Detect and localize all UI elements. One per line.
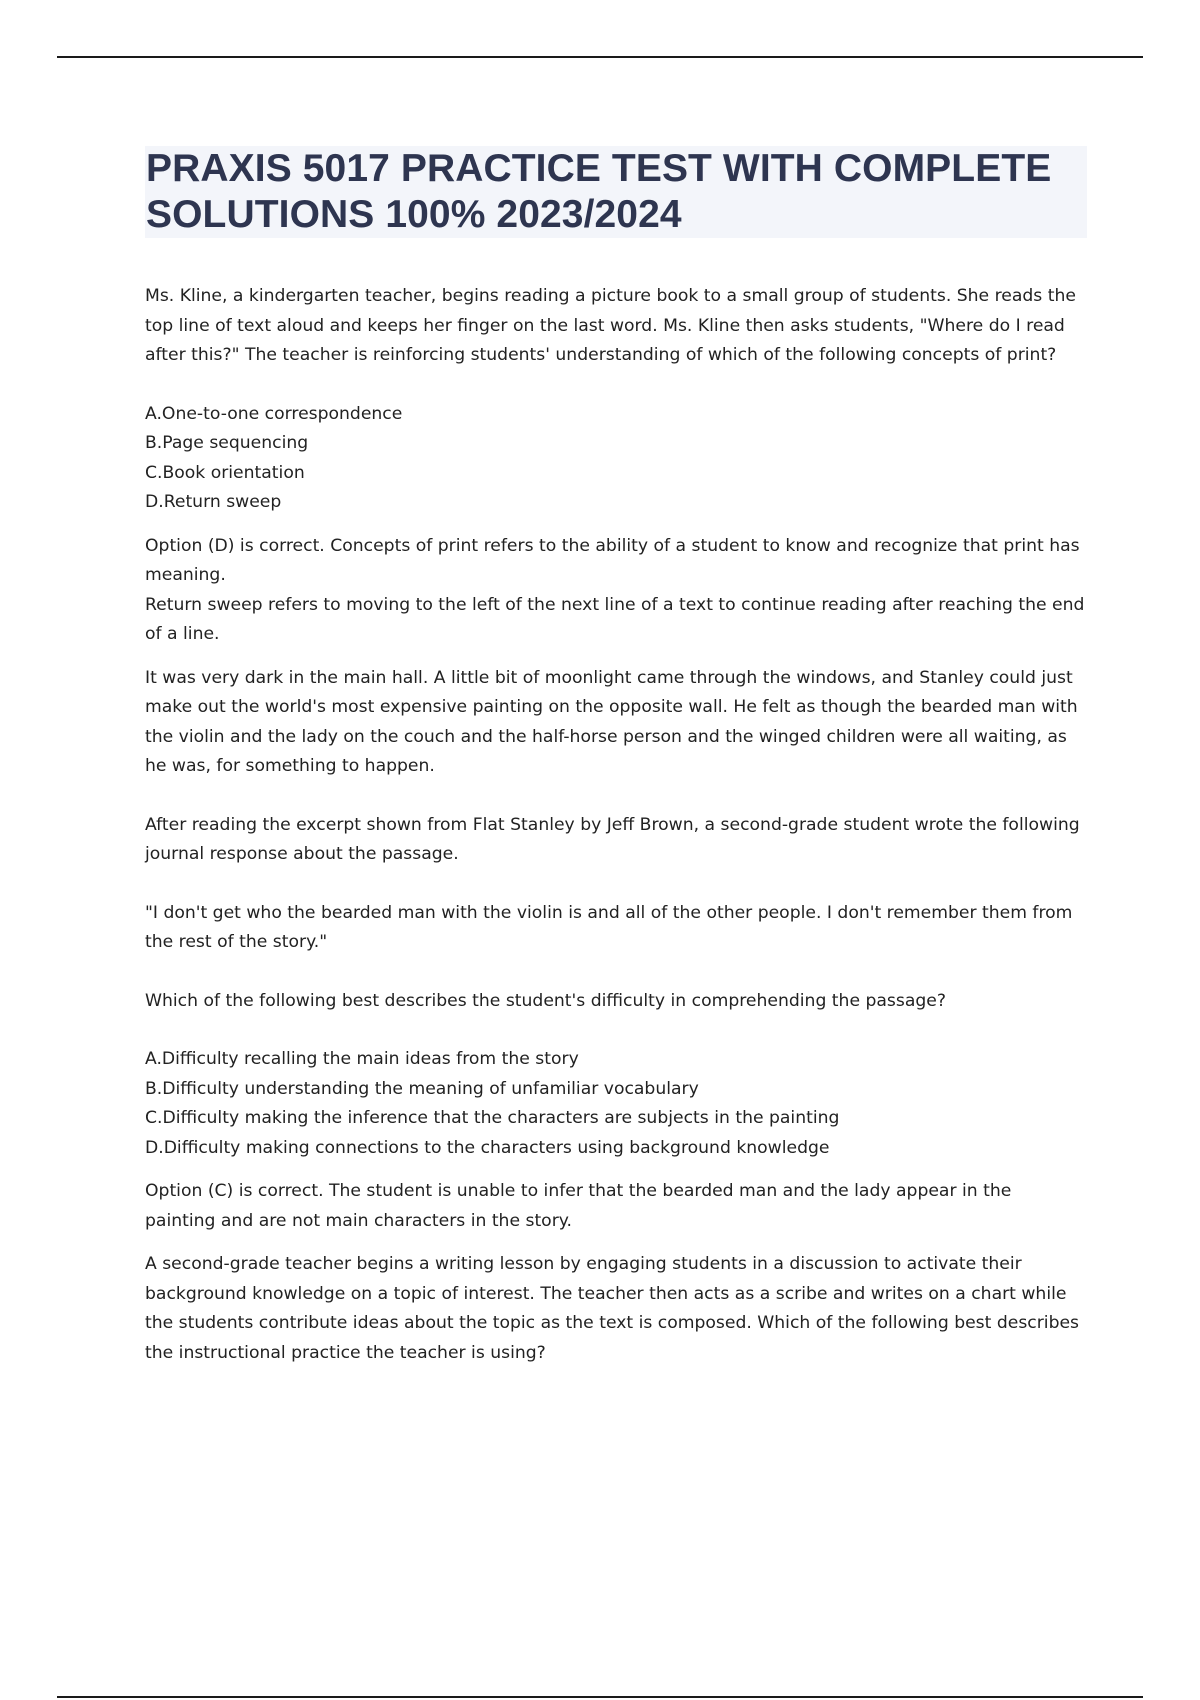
q2-option-b: B.Difficulty understanding the meaning of unfamiliar vocabulary [145,1078,699,1099]
q3-question: A second-grade teacher begins a writing lesson by engaging students in a discussion to activate their background knowledge on a topic of interest. The teacher then acts as a scribe and writes on a chart while the students contribute ideas about the topic as the text is composed. Which of the following best describes the instructional practice the teacher is using? [145,1254,1080,1363]
q2-options [145,1045,1085,1163]
q1-question: Ms. Kline, a kindergarten teacher, begins reading a picture book to a small group of students. She reads the top line of text aloud and keeps her finger on the last word. Ms. Kline then asks students, "Where do I read after this?" The teacher is reinforcing students' understanding of which of the following concepts of print? [145,286,1076,365]
q1-option-a: A.One-to-one correspondence [145,403,403,424]
q2-answer-explanation: Option (C) is correct. The student is unable to infer that the bearded man and the lady appear in the painting and are not main characters in the story. [145,1181,1012,1231]
q1-option-d: D.Return sweep [145,492,282,512]
q2-option-a: A.Difficulty recalling the main ideas from the story [145,1049,579,1069]
q2-question: Which of the following best describes the student's difficulty in comprehending the passage? [145,990,946,1011]
q1-option-c: C.Book orientation [145,462,305,483]
q1-answer-definition: Return sweep refers to moving to the left of the next line of a text to continue reading after reaching the end of a line. [145,594,1085,644]
q2-excerpt: It was very dark in the main hall. A little bit of moonlight came through the windows, and Stanley could just make out the world's most expensive painting on the opposite wall. He felt as though the bearded man with the violin and the lady on the couch and the half-horse person and the winged children were all waiting, as he was, for something to happen. [145,667,1078,776]
q2-intro: After reading the excerpt shown from Flat Stanley by Jeff Brown, a second-grade student wrote the following journal response about the passage. [145,814,1080,864]
q2-student-response: "I don't get who the bearded man with the violin is and all of the other people. I don't remember them from the rest of the story." [145,902,1073,952]
q1-option-b: B.Page sequencing [145,433,309,453]
q1-options [145,400,1085,518]
bottom-rule [57,1696,1143,1698]
document-title: PRAXIS 5017 PRACTICE TEST WITH COMPLETE SOLUTIONS 100% 2023/2024 [146,147,1052,236]
top-rule [57,56,1143,58]
q1-answer-explanation: Option (D) is correct. Concepts of print refers to the ability of a student to know and recognize that print has meaning. [145,535,1080,585]
q2-option-d: D.Difficulty making connections to the characters using background knowledge [145,1137,830,1158]
document-body [145,282,1085,1368]
q2-option-c: C.Difficulty making the inference that the characters are subjects in the painting [145,1108,840,1128]
